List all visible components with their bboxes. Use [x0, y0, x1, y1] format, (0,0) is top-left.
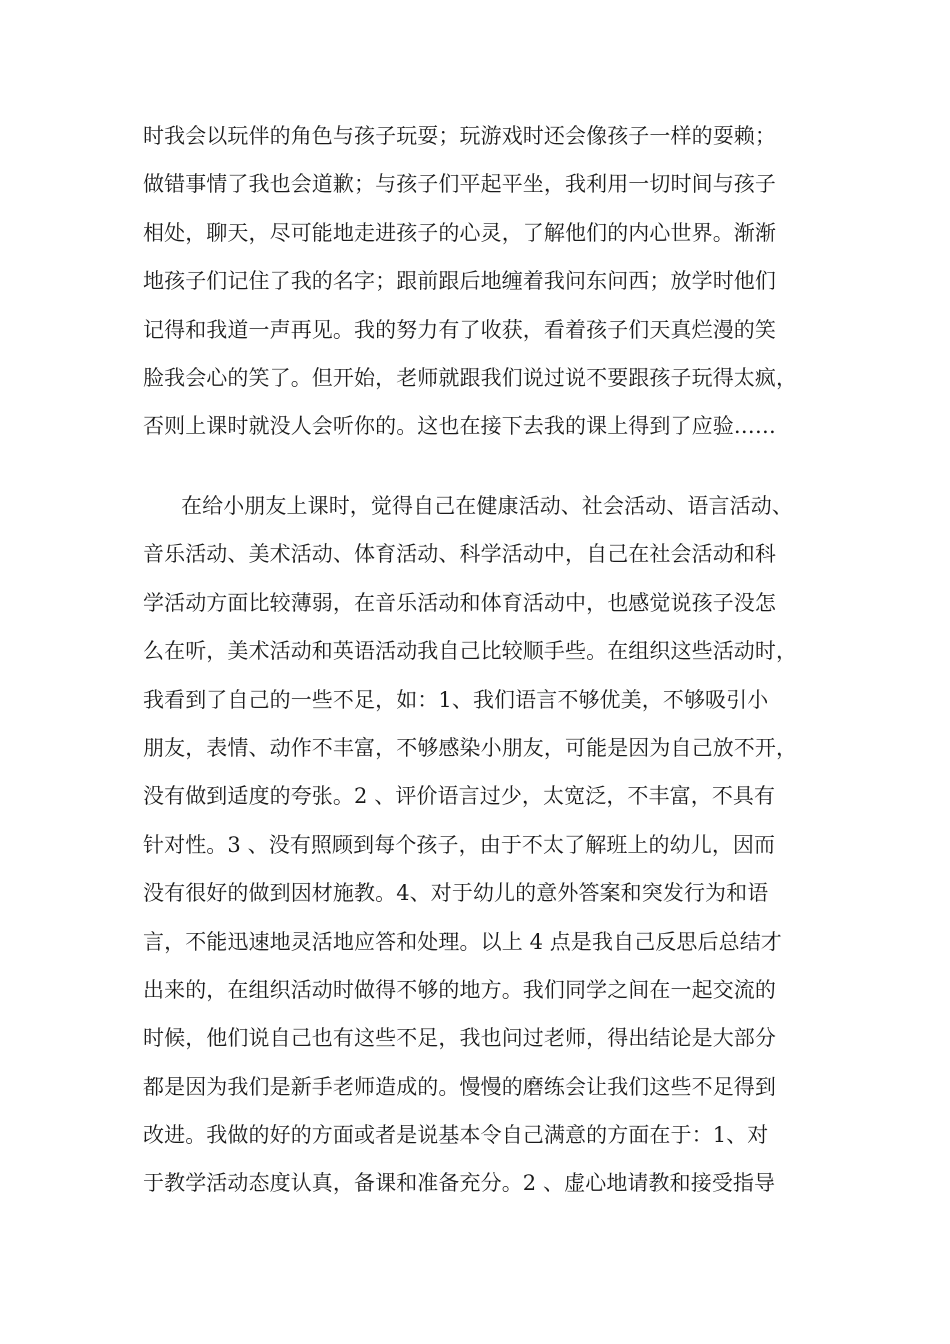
text-line: 没有做到适度的夸张。2 、评价语言过少，太宽泛，不丰富，不具有	[143, 784, 776, 809]
paragraph-2	[143, 482, 823, 1208]
text-line: 脸我会心的笑了。但开始，老师就跟我们说过说不要跟孩子玩得太疯，	[143, 365, 798, 390]
text-line: 于教学活动态度认真，备课和准备充分。2 、虚心地请教和接受指导	[143, 1171, 776, 1196]
text-line: 都是因为我们是新手老师造成的。慢慢的磨练会让我们这些不足得到	[143, 1074, 776, 1099]
text-line: 言，不能迅速地灵活地应答和处理。以上 4 点是我自己反思后总结才	[143, 929, 782, 954]
text-line: 没有很好的做到因材施教。4、对于幼儿的意外答案和突发行为和语	[143, 881, 769, 906]
text-line: 音乐活动、美术活动、体育活动、科学活动中，自己在社会活动和科	[143, 542, 776, 567]
text-line: 学活动方面比较薄弱，在音乐活动和体育活动中，也感觉说孩子没怎	[143, 590, 776, 615]
text-line: 针对性。3 、没有照顾到每个孩子，由于不太了解班上的幼儿，因而	[143, 832, 776, 857]
paragraph-1	[143, 112, 823, 451]
text-line: 么在听，美术活动和英语活动我自己比较顺手些。在组织这些活动时，	[143, 639, 798, 664]
text-line: 出来的，在组织活动时做得不够的地方。我们同学之间在一起交流的	[143, 977, 776, 1002]
text-line: 记得和我道一声再见。我的努力有了收获，看着孩子们天真烂漫的笑	[143, 317, 776, 342]
text-line: 否则上课时就没人会听你的。这也在接下去我的课上得到了应验……	[143, 414, 776, 439]
text-line: 朋友，表情、动作不丰富，不够感染小朋友，可能是因为自己放不开，	[143, 735, 798, 760]
text-line: 地孩子们记住了我的名字；跟前跟后地缠着我问东问西；放学时他们	[143, 269, 776, 294]
text-line: 时我会以玩伴的角色与孩子玩耍；玩游戏时还会像孩子一样的耍赖；	[143, 124, 776, 148]
text-line: 改进。我做的好的方面或者是说基本令自己满意的方面在于：1、对	[143, 1123, 769, 1148]
text-line: 我看到了自己的一些不足，如：1、我们语言不够优美，不够吸引小	[143, 687, 769, 712]
text-line: 相处，聊天，尽可能地走进孩子的心灵，了解他们的内心世界。渐渐	[143, 220, 776, 245]
text-line-first: 在给小朋友上课时，觉得自己在健康活动、社会活动、语言活动、	[181, 494, 793, 518]
text-line: 做错事情了我也会道歉；与孩子们平起平坐，我利用一切时间与孩子	[143, 172, 776, 197]
text-line: 时候，他们说自己也有这些不足，我也问过老师，得出结论是大部分	[143, 1026, 776, 1051]
